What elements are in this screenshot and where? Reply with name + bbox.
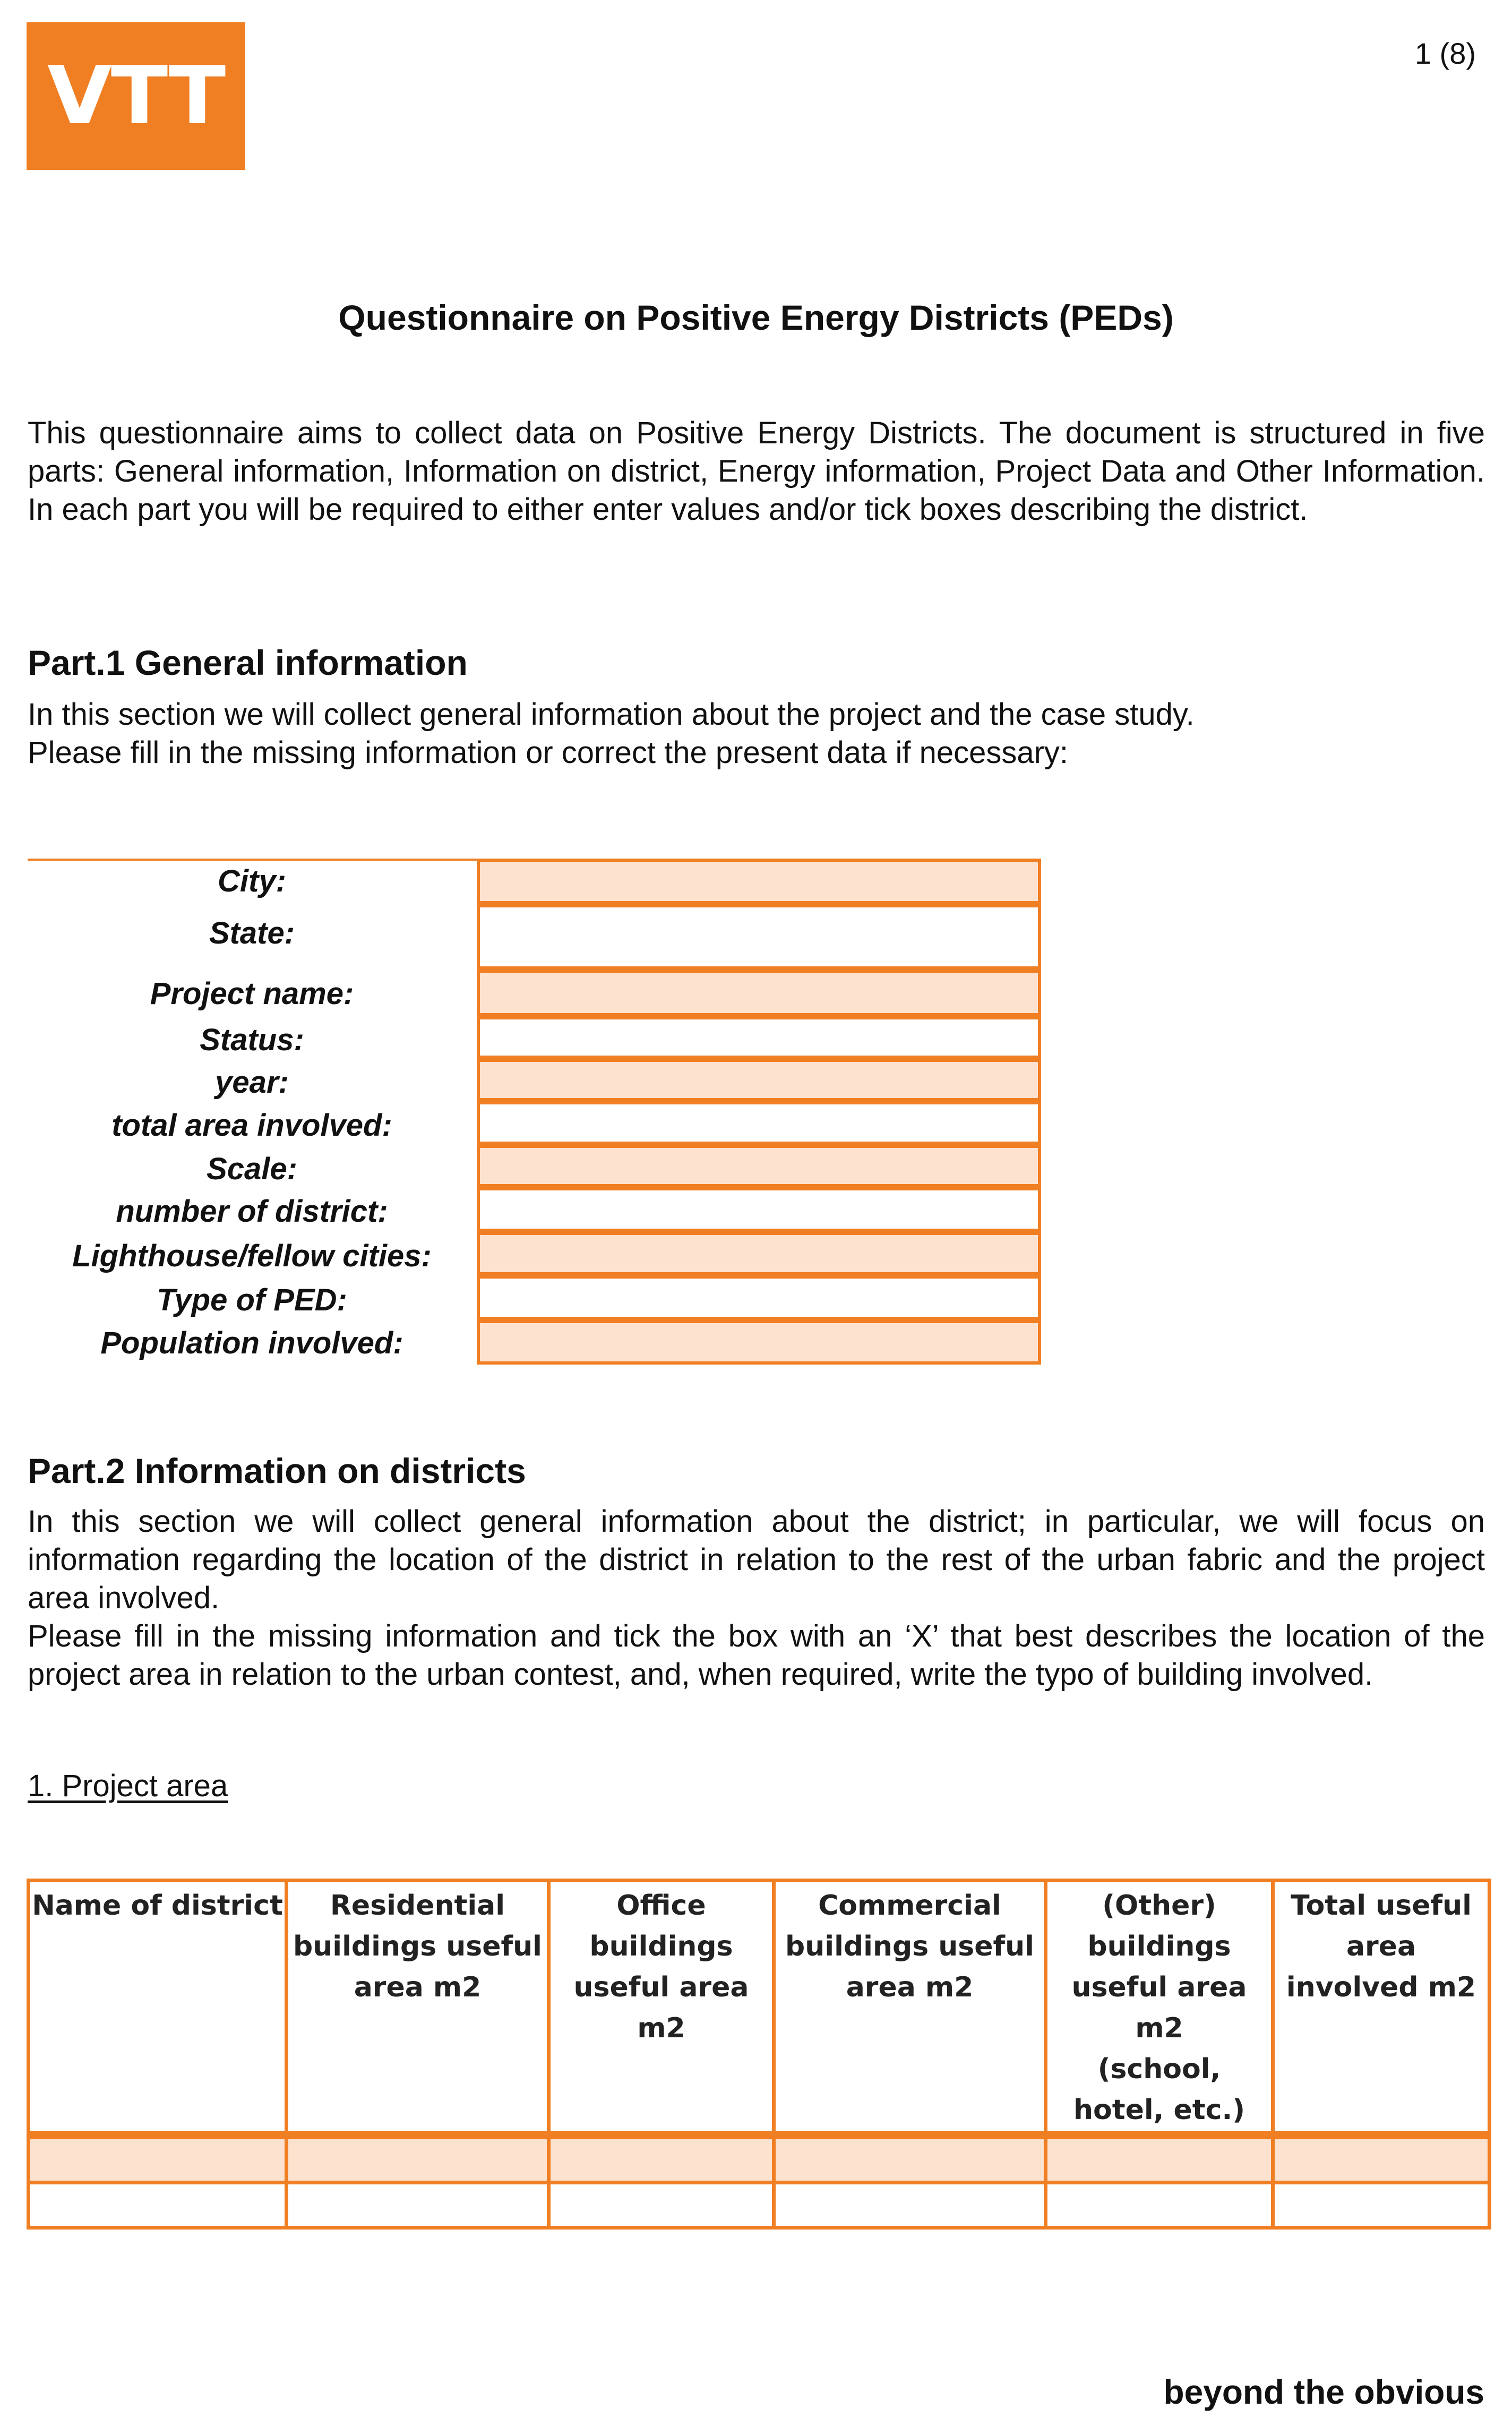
scale-input[interactable] [477, 1145, 1041, 1187]
header-other-area [1046, 1881, 1273, 2136]
header-line: hotel, etc.) [1073, 2094, 1245, 2126]
total-area-input[interactable] [477, 1101, 1041, 1145]
table-cell[interactable] [1273, 2183, 1490, 2228]
header-line: (Other) [1102, 1890, 1216, 1922]
page-number: 1 (8) [1414, 37, 1476, 70]
table-cell[interactable] [1046, 2183, 1273, 2228]
header-line: area m2 [846, 1971, 974, 2003]
logo-text: VTT [47, 50, 225, 142]
part1-heading: Part.1 General information [28, 643, 468, 682]
part1-paragraph-1: In this section we will collect general information about the project and the case study. [28, 697, 1195, 732]
table-cell[interactable] [287, 2183, 549, 2228]
year-input[interactable] [477, 1059, 1041, 1101]
header-line: useful area [573, 1971, 749, 2003]
header-total-area [1273, 1881, 1490, 2136]
field-label-scale: Scale: [207, 1152, 297, 1186]
table-cell[interactable] [1046, 2135, 1273, 2183]
table-cell[interactable] [1273, 2135, 1490, 2183]
header-commercial-area [774, 1881, 1046, 2136]
lighthouse-cities-input[interactable] [477, 1232, 1041, 1275]
city-input[interactable] [477, 859, 1041, 904]
header-line: useful area [1071, 1971, 1247, 2003]
header-line: buildings [589, 1931, 733, 1962]
form-top-divider [28, 859, 478, 861]
table-row [29, 2135, 1490, 2183]
header-office-area [549, 1881, 774, 2136]
table-cell[interactable] [287, 2135, 549, 2183]
state-input[interactable] [477, 904, 1041, 970]
field-label-city: City: [218, 864, 286, 898]
field-label-type-of-ped: Type of PED: [157, 1283, 347, 1317]
part2-paragraph-2: Please fill in the missing information and tick the box with an ‘X’ that best describes the location of the project area in relation to the urban contest, and, when required, write the typo of building involved. [28, 1619, 1485, 1692]
header-line: m2 [1135, 2012, 1183, 2044]
document-title: Questionnaire on Positive Energy Districts (PEDs) [338, 298, 1174, 337]
field-label-project-name: Project name: [150, 976, 354, 1011]
header-line: Commercial [818, 1890, 1001, 1922]
header-line: Residential [330, 1890, 505, 1922]
project-area-subheading: 1. Project area [28, 1769, 228, 1803]
part2-heading: Part.2 Information on districts [28, 1451, 526, 1490]
header-name-of-district [29, 1881, 287, 2136]
field-label-lighthouse-cities: Lighthouse/fellow cities: [72, 1239, 432, 1273]
header-line: buildings useful [785, 1931, 1034, 1962]
project-name-input[interactable] [477, 970, 1041, 1016]
footer-tagline: beyond the obvious [1163, 2373, 1484, 2411]
vtt-logo [27, 22, 245, 170]
table-header-row [29, 1881, 1490, 2136]
type-of-ped-input[interactable] [477, 1275, 1041, 1320]
part2-paragraph-1: In this section we will collect general information about the district; in particular, we will focus on information regarding the location of the district in relation to the rest of the urban fabric and the project area involved. [28, 1504, 1485, 1615]
header-line: (school, [1097, 2053, 1221, 2085]
part1-paragraph-2: Please fill in the missing information or correct the present data if necessary: [28, 735, 1069, 770]
table-cell[interactable] [29, 2135, 287, 2183]
field-label-number-of-district: number of district: [116, 1194, 388, 1229]
table-cell[interactable] [774, 2183, 1046, 2228]
number-of-district-input[interactable] [477, 1187, 1041, 1232]
table-cell[interactable] [549, 2183, 774, 2228]
table-row [29, 2183, 1490, 2228]
field-label-population: Population involved: [100, 1326, 403, 1360]
header-line: Office [616, 1890, 706, 1922]
status-input[interactable] [477, 1016, 1041, 1059]
intro-paragraph: This questionnaire aims to collect data on Positive Energy Districts. The document is structured in five parts: General information, Information on district, Energy information, Project Data and Other Information. In each part you will be required to either enter values and/or tick boxes describing the district. [28, 416, 1485, 527]
header-residential-area [287, 1881, 549, 2136]
field-label-total-area: total area involved: [111, 1108, 392, 1143]
header-line: buildings useful [293, 1931, 542, 1962]
field-label-state: State: [209, 916, 295, 950]
header-line: area m2 [354, 1971, 482, 2003]
population-input[interactable] [477, 1320, 1041, 1365]
field-label-status: Status: [200, 1023, 304, 1057]
header-line: m2 [637, 2012, 685, 2044]
header-line: Total useful [1291, 1890, 1472, 1922]
field-label-year: year: [215, 1065, 289, 1100]
header-line: area [1346, 1931, 1416, 1962]
header-line: Name of district [32, 1890, 283, 1922]
table-cell[interactable] [549, 2135, 774, 2183]
table-cell[interactable] [774, 2135, 1046, 2183]
header-line: involved m2 [1286, 1971, 1476, 2003]
part1-description [28, 696, 1485, 772]
project-area-table [27, 1879, 1491, 2230]
table-cell[interactable] [29, 2183, 287, 2228]
header-line: buildings [1087, 1931, 1231, 1962]
